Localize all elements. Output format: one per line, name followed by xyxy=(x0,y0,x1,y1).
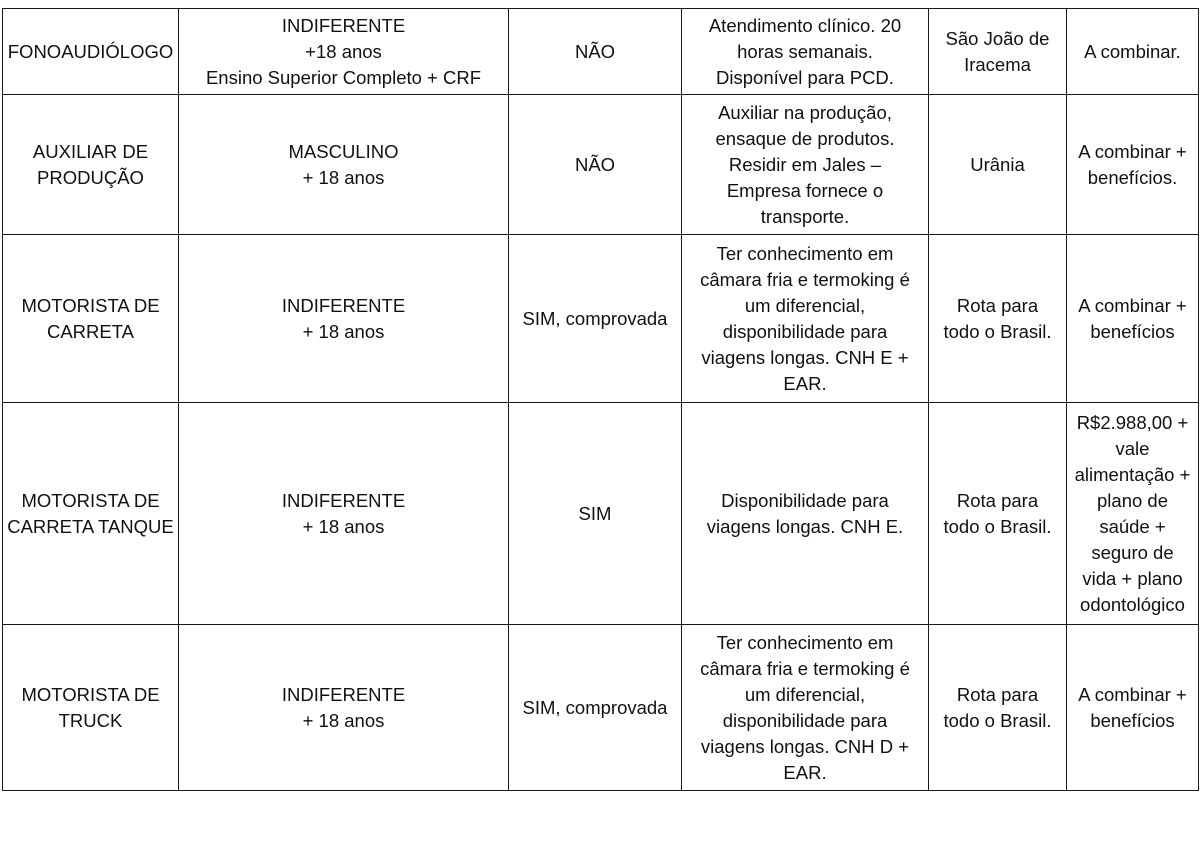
cell-line: todo o Brasil. xyxy=(943,320,1052,342)
experience-cell xyxy=(509,625,682,791)
cell-line: seguro de xyxy=(1091,541,1174,563)
cell-line: Ter conhecimento em xyxy=(716,631,894,653)
cell-line: Rota para xyxy=(956,294,1039,316)
salary-cell xyxy=(1067,95,1199,235)
cell-line: São João de xyxy=(945,27,1050,49)
cell-line: vale xyxy=(1115,437,1150,459)
cell-line: R$2.988,00 + xyxy=(1076,411,1189,433)
cell-line: vida + plano xyxy=(1082,567,1183,589)
cell-line: INDIFERENTE xyxy=(281,489,406,511)
cell-line: Iracema xyxy=(964,53,1031,75)
requirements-cell xyxy=(179,403,509,625)
cell-line: NÃO xyxy=(574,40,616,62)
table-row xyxy=(3,235,1199,403)
experience-cell xyxy=(509,235,682,403)
cell-line: Rota para xyxy=(956,683,1039,705)
cell-line: SIM, comprovada xyxy=(522,307,668,329)
requirements-cell xyxy=(179,9,509,95)
location-cell xyxy=(929,235,1067,403)
job-title-cell xyxy=(3,9,179,95)
cell-line: INDIFERENTE xyxy=(281,14,406,36)
cell-line: Auxiliar na produção, xyxy=(718,101,892,123)
cell-line: EAR. xyxy=(783,761,827,783)
cell-line: Empresa fornece o xyxy=(726,179,884,201)
cell-line: saúde + xyxy=(1099,515,1166,537)
requirements-cell xyxy=(179,625,509,791)
cell-line: MOTORISTA DE xyxy=(21,489,160,511)
cell-line: plano de xyxy=(1097,489,1168,511)
cell-line: A combinar + xyxy=(1078,140,1187,162)
description-cell xyxy=(682,95,929,235)
location-cell xyxy=(929,625,1067,791)
experience-cell xyxy=(509,403,682,625)
cell-line: viagens longas. CNH D + xyxy=(700,735,910,757)
cell-line: viagens longas. CNH E. xyxy=(706,515,904,537)
cell-line: MOTORISTA DE xyxy=(21,683,160,705)
table-row xyxy=(3,625,1199,791)
requirements-cell xyxy=(179,235,509,403)
cell-line: Disponibilidade para xyxy=(721,489,889,511)
job-title-cell xyxy=(3,403,179,625)
table-row xyxy=(3,95,1199,235)
cell-line: Atendimento clínico. 20 xyxy=(708,14,902,36)
cell-line: todo o Brasil. xyxy=(943,515,1052,537)
cell-line: benefícios. xyxy=(1087,166,1178,188)
cell-line: todo o Brasil. xyxy=(943,709,1052,731)
cell-line: Ensino Superior Completo + CRF xyxy=(205,66,482,88)
cell-line: FONOAUDIÓLOGO xyxy=(7,40,174,62)
cell-line: + 18 anos xyxy=(302,320,385,342)
cell-line: MASCULINO xyxy=(288,140,399,162)
cell-line: um diferencial, xyxy=(744,294,866,316)
cell-line: disponibilidade para xyxy=(722,320,888,342)
cell-line: um diferencial, xyxy=(744,683,866,705)
job-listings-table xyxy=(2,8,1199,791)
cell-line: horas semanais. xyxy=(737,40,873,62)
cell-line: odontológico xyxy=(1080,593,1185,615)
requirements-cell xyxy=(179,95,509,235)
cell-line: Rota para xyxy=(956,489,1039,511)
salary-cell xyxy=(1067,403,1199,625)
cell-line: benefícios xyxy=(1090,709,1175,731)
cell-line: viagens longas. CNH E + xyxy=(701,346,909,368)
experience-cell xyxy=(509,95,682,235)
cell-line: ensaque de produtos. xyxy=(715,127,895,149)
cell-line: Disponível para PCD. xyxy=(716,66,894,88)
salary-cell xyxy=(1067,9,1199,95)
cell-line: Urânia xyxy=(970,153,1025,175)
cell-line: EAR. xyxy=(783,372,827,394)
cell-line: alimentação + xyxy=(1074,463,1191,485)
cell-line: Ter conhecimento em xyxy=(716,242,894,264)
job-title-cell xyxy=(3,235,179,403)
description-cell xyxy=(682,9,929,95)
cell-line: SIM xyxy=(578,502,612,524)
cell-line: SIM, comprovada xyxy=(522,696,668,718)
cell-line: câmara fria e termoking é xyxy=(700,268,910,290)
cell-line: NÃO xyxy=(574,153,616,175)
location-cell xyxy=(929,9,1067,95)
salary-cell xyxy=(1067,625,1199,791)
job-title-cell xyxy=(3,95,179,235)
cell-line: A combinar. xyxy=(1084,40,1181,62)
location-cell xyxy=(929,403,1067,625)
salary-cell xyxy=(1067,235,1199,403)
cell-line: +18 anos xyxy=(305,40,382,62)
cell-line: PRODUÇÃO xyxy=(37,166,144,188)
description-cell xyxy=(682,235,929,403)
cell-line: A combinar + xyxy=(1078,683,1187,705)
cell-line: + 18 anos xyxy=(302,166,385,188)
cell-line: CARRETA xyxy=(46,320,135,342)
cell-line: TRUCK xyxy=(58,709,123,731)
location-cell xyxy=(929,95,1067,235)
cell-line: + 18 anos xyxy=(302,515,385,537)
table-row xyxy=(3,9,1199,95)
cell-line: AUXILIAR DE xyxy=(32,140,149,162)
cell-line: Residir em Jales – xyxy=(728,153,882,175)
cell-line: CARRETA TANQUE xyxy=(7,515,174,537)
cell-line: INDIFERENTE xyxy=(281,294,406,316)
cell-line: MOTORISTA DE xyxy=(21,294,160,316)
description-cell xyxy=(682,403,929,625)
cell-line: + 18 anos xyxy=(302,709,385,731)
cell-line: INDIFERENTE xyxy=(281,683,406,705)
cell-line: transporte. xyxy=(760,205,850,227)
description-cell xyxy=(682,625,929,791)
cell-line: A combinar + xyxy=(1078,294,1187,316)
cell-line: câmara fria e termoking é xyxy=(700,657,910,679)
cell-line: benefícios xyxy=(1090,320,1175,342)
job-title-cell xyxy=(3,625,179,791)
experience-cell xyxy=(509,9,682,95)
table-row xyxy=(3,403,1199,625)
cell-line: disponibilidade para xyxy=(722,709,888,731)
